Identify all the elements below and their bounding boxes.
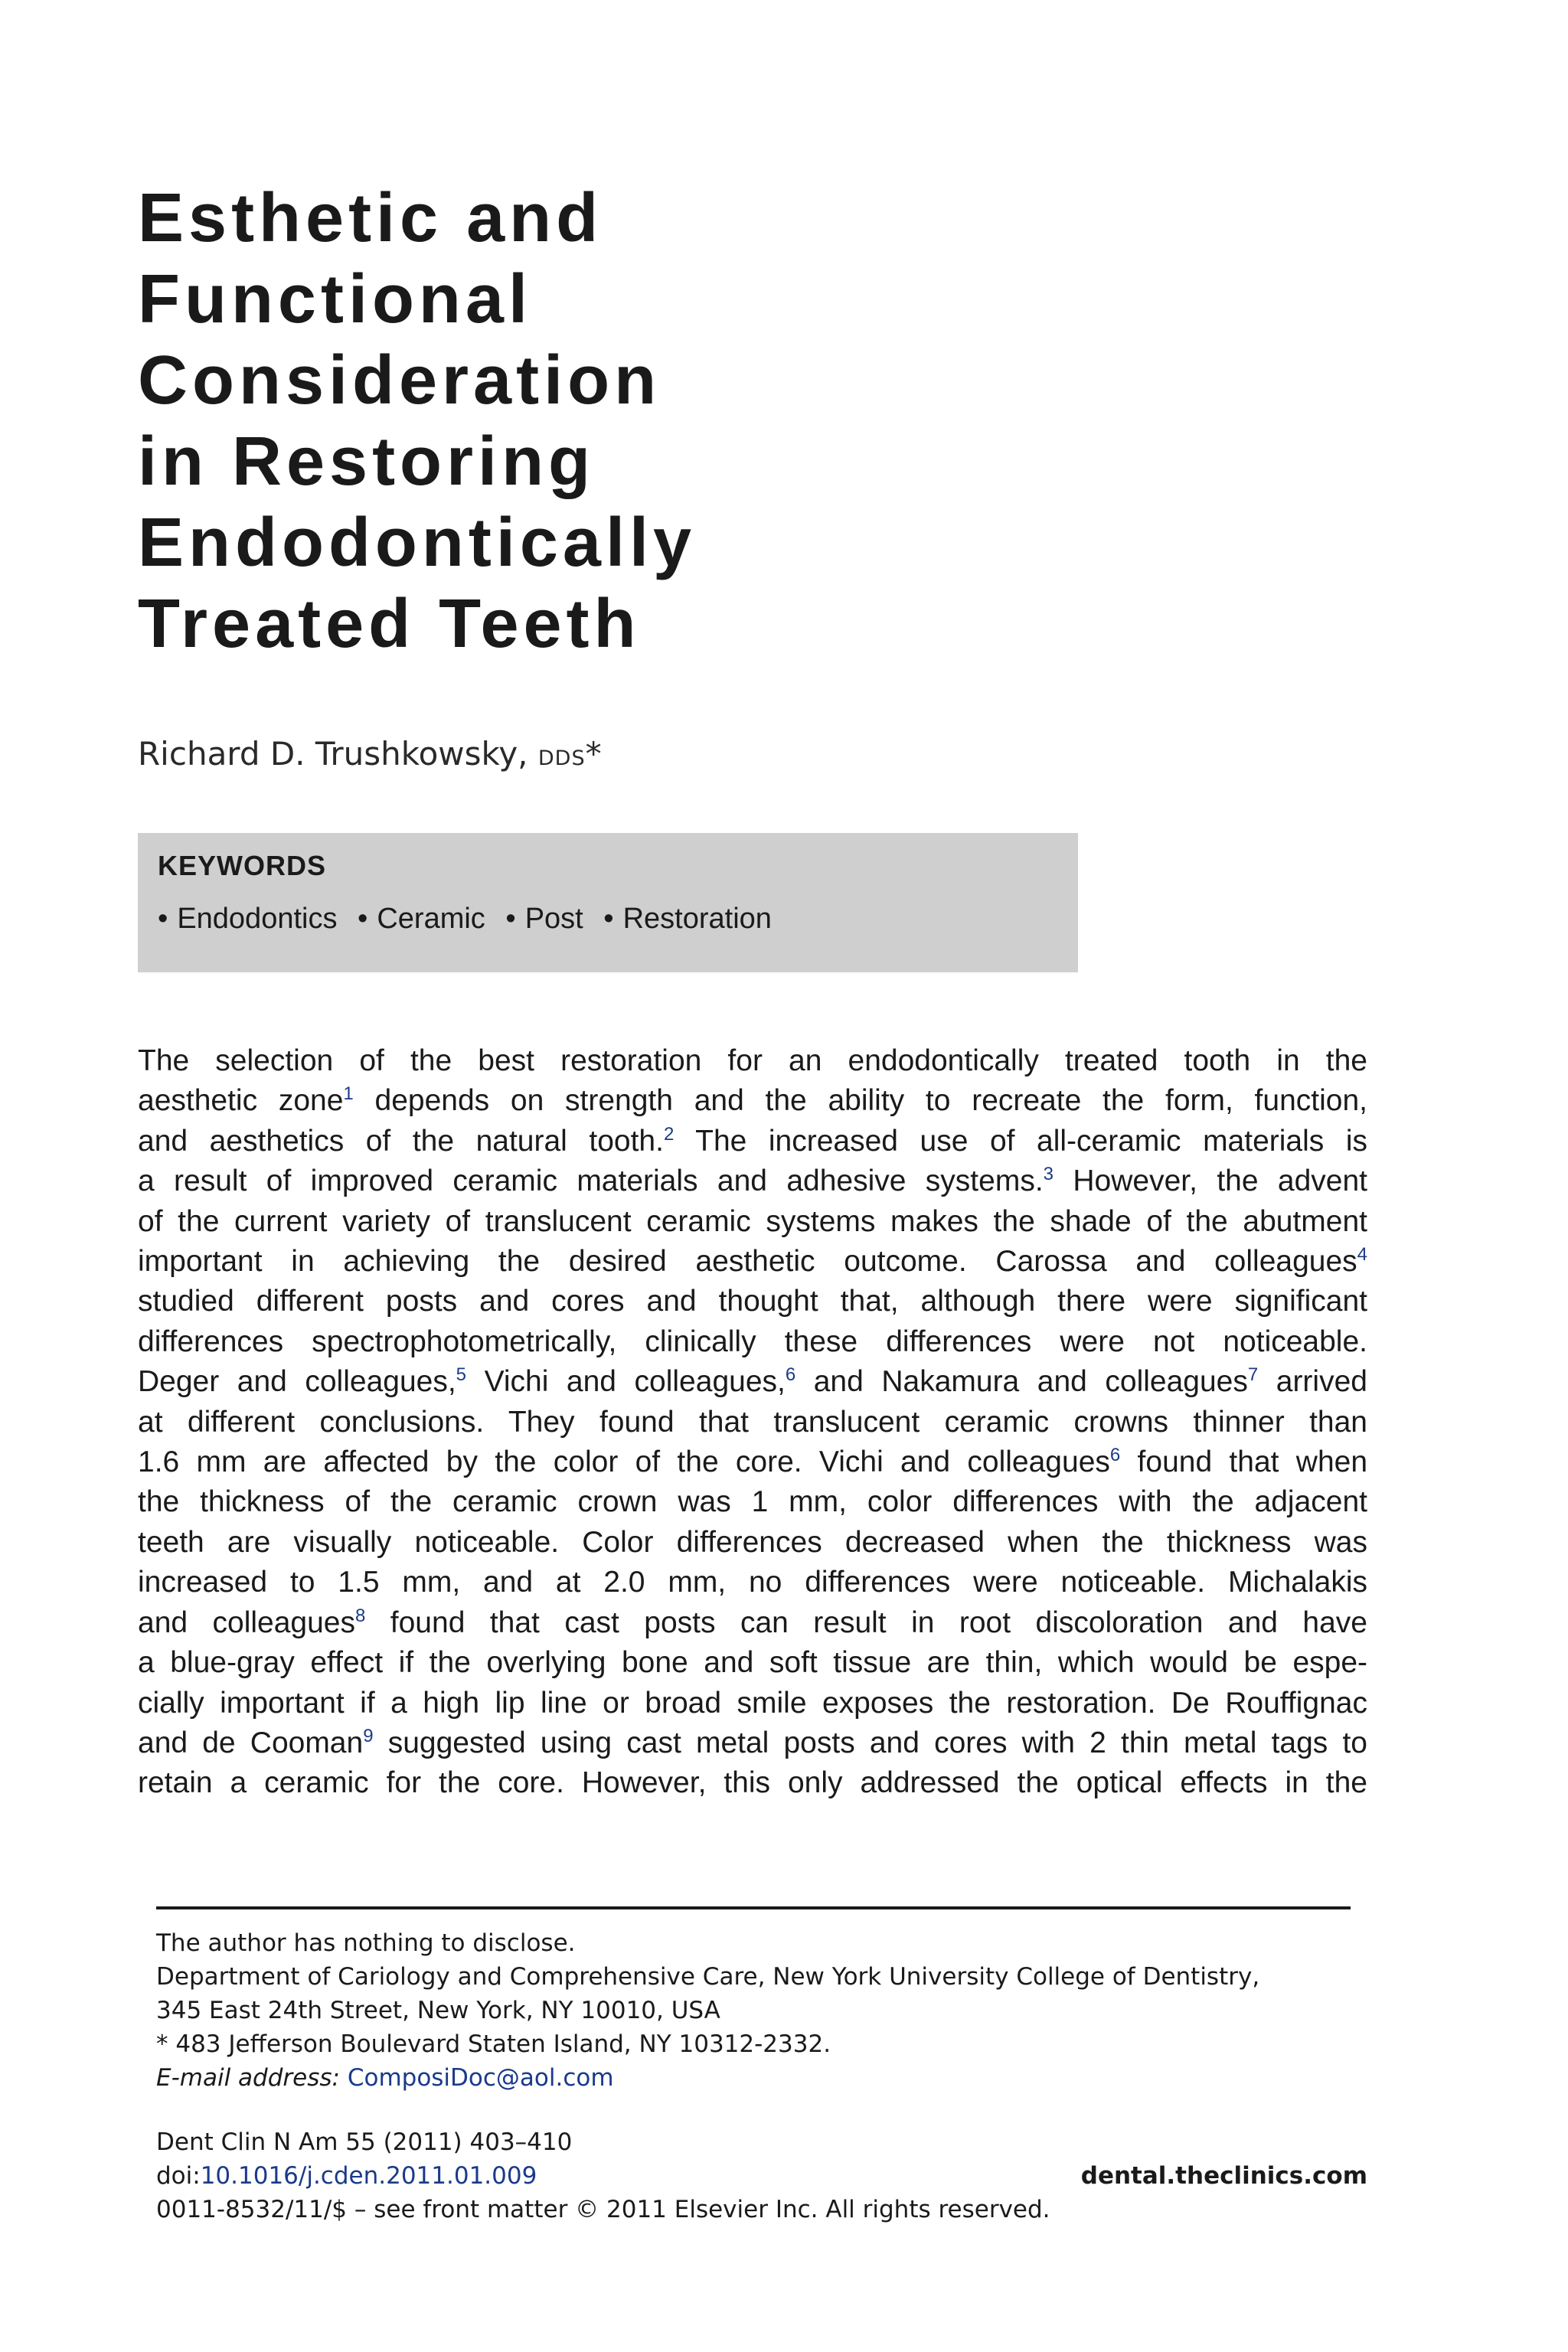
reference-link[interactable]: 7 — [1247, 1364, 1259, 1386]
disclosure-note: The author has nothing to disclose. — [156, 1929, 576, 1957]
keyword-item: • Restoration — [603, 903, 772, 935]
paragraph-line: important in achieving the desired aesthetic outcome. Carossa and colleagues$^4$ — [138, 1244, 1367, 1279]
author-mark: * — [585, 735, 602, 773]
reference-link[interactable]: 6 — [785, 1364, 796, 1386]
bullet-icon: • — [358, 903, 368, 935]
bullet-icon: • — [603, 903, 614, 935]
reference-link[interactable]: 6 — [1109, 1445, 1121, 1466]
paragraph-line: and aesthetics of the natural tooth.$^2$ The increased use of all-ceramic materials is — [138, 1123, 1367, 1158]
paragraph-line: studied different posts and cores and thought that, although there were significant — [138, 1285, 1367, 1318]
author-degree: DDS — [537, 746, 586, 770]
author-line — [138, 731, 602, 782]
reference-link[interactable]: 9 — [363, 1725, 374, 1746]
footnotes — [156, 1926, 1366, 2095]
paragraph-line: retain a ceramic for the core. However, this only addressed the optical effects in the — [138, 1766, 1367, 1800]
reference-link[interactable]: 4 — [1357, 1244, 1367, 1266]
paragraph-line: Deger and colleagues,$^5$ Vichi and colleagues,$^6$ and Nakamura and colleagues$^7$ arrived — [138, 1364, 1367, 1399]
paragraph-line: The selection of the best restoration for an endodontically treated tooth in the — [138, 1044, 1367, 1077]
reference-link[interactable]: 8 — [354, 1605, 366, 1626]
doi-label: doi: — [156, 2162, 201, 2190]
journal-url[interactable]: dental.theclinics.com — [1080, 2162, 1367, 2190]
paragraph-line: aesthetic zone$^1$ depends on strength and the ability to recreate the form, function, — [138, 1083, 1367, 1118]
correspondence-address: * 483 Jefferson Boulevard Staten Island, NY 10312-2332. — [156, 2030, 831, 2058]
footnote-divider — [156, 1906, 1351, 1909]
title-line: Endodontically — [138, 505, 697, 581]
affiliation-line: Department of Cariology and Comprehensive Care, New York University College of Dentistry, — [156, 1963, 1260, 1991]
journal-reference: Dent Clin N Am 55 (2011) 403–410 — [156, 2128, 573, 2156]
paragraph-line: teeth are visually noticeable. Color differences decreased when the thickness was — [138, 1525, 1367, 1559]
paragraph-line: a result of improved ceramic materials and adhesive systems.$^3$ However, the advent — [138, 1164, 1367, 1198]
reference-link[interactable]: 5 — [456, 1364, 467, 1386]
email-link[interactable]: ComposiDoc@aol.com — [347, 2064, 614, 2092]
title-line: Consideration — [138, 342, 662, 419]
bullet-icon: • — [158, 903, 168, 935]
reference-link[interactable]: 1 — [343, 1083, 354, 1105]
paragraph-line: and colleagues$^8$ found that cast posts can result in root discoloration and have — [138, 1605, 1367, 1639]
paragraph-line: and de Cooman$^9$ suggested using cast metal posts and cores with 2 thin metal tags to — [138, 1725, 1367, 1759]
author-name: Richard D. Trushkowsky, — [138, 735, 538, 773]
affiliation-line: 345 East 24th Street, New York, NY 10010, USA — [156, 1997, 720, 2024]
email-label: E-mail address: — [156, 2064, 348, 2092]
reference-link[interactable]: 3 — [1043, 1164, 1054, 1185]
copyright-line: 0011-8532/11/$ – see front matter © 2011 Elsevier Inc. All rights reserved. — [156, 2196, 1050, 2223]
keywords-list — [158, 900, 1058, 937]
paragraph-line: cially important if a high lip line or broad smile exposes the restoration. De Rouffignac — [138, 1686, 1367, 1720]
body-paragraph — [138, 1041, 1367, 1804]
keyword-item: • Endodontics — [158, 903, 338, 935]
paragraph-line: a blue-gray effect if the overlying bone and soft tissue are thin, which would be espe- — [138, 1646, 1367, 1680]
keywords-box — [138, 833, 1078, 972]
paragraph-line: 1.6 mm are affected by the color of the core. Vichi and colleagues$^6$ found that when — [138, 1445, 1368, 1479]
email-line — [156, 2061, 1366, 2095]
paragraph-line: the thickness of the ceramic crown was 1 mm, color differences with the adjacent — [138, 1485, 1367, 1519]
bullet-icon: • — [505, 903, 516, 935]
title-line: Functional — [138, 261, 532, 338]
title-line: in Restoring — [138, 423, 596, 500]
doi-link[interactable]: 10.1016/j.cden.2011.01.009 — [200, 2162, 537, 2190]
paragraph-line: increased to 1.5 mm, and at 2.0 mm, no differences were noticeable. Michalakis — [138, 1566, 1367, 1599]
paragraph-line: of the current variety of translucent ceramic systems makes the shade of the abutment — [138, 1204, 1367, 1238]
keywords-heading: KEYWORDS — [158, 850, 327, 881]
paragraph-line: at different conclusions. They found that translucent ceramic crowns thinner than — [138, 1405, 1367, 1439]
paragraph-line: differences spectrophotometrically, clinically these differences were not noticeable. — [138, 1325, 1367, 1358]
article-title — [138, 178, 696, 665]
keyword-item: • Ceramic — [358, 903, 485, 935]
title-line: Treated Teeth — [138, 586, 641, 662]
reference-link[interactable]: 2 — [663, 1123, 675, 1145]
keyword-item: • Post — [505, 903, 583, 935]
title-line: Esthetic and — [138, 180, 603, 256]
